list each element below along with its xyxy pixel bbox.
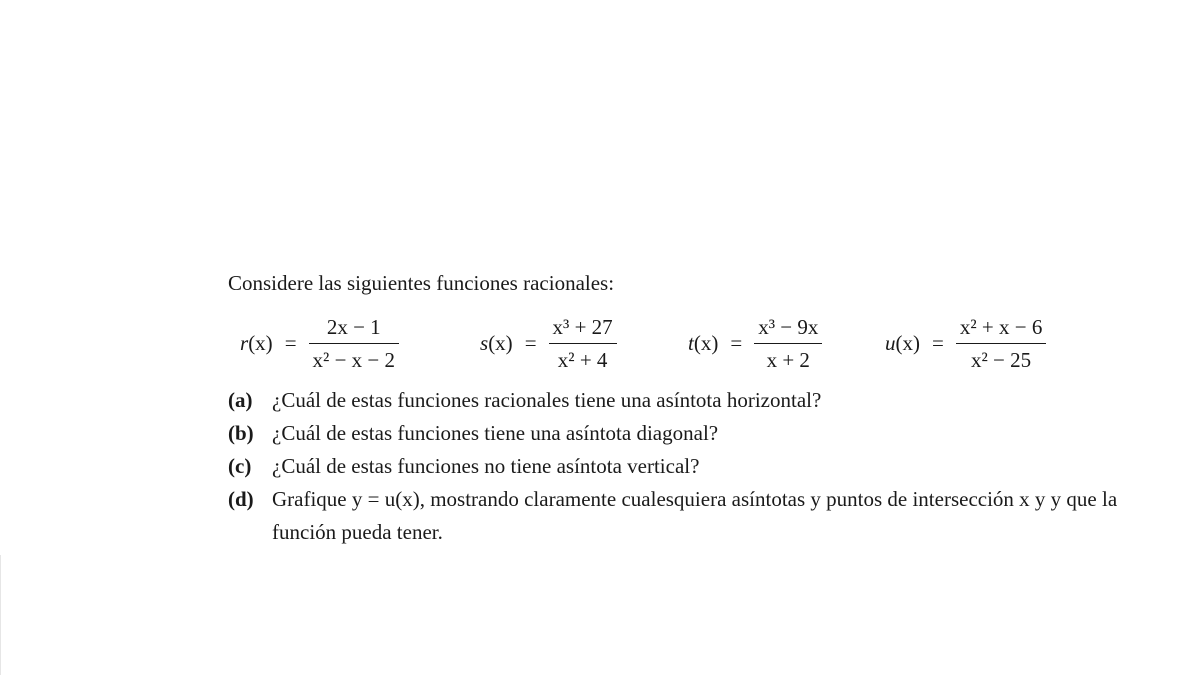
function-name: u(x) <box>885 330 920 355</box>
question-text: ¿Cuál de estas funciones tiene una asíntota diagonal? <box>272 421 719 445</box>
numerator: 2x − 1 <box>326 314 381 339</box>
question-list <box>228 384 1158 549</box>
question-c <box>228 450 1158 483</box>
fraction <box>754 315 822 372</box>
numerator: x² + x − 6 <box>959 314 1043 339</box>
question-a <box>228 384 1158 417</box>
fraction <box>549 315 617 372</box>
denominator: x² − 25 <box>971 347 1032 372</box>
question-letter: (a) <box>228 388 253 412</box>
denominator: x + 2 <box>766 347 810 372</box>
intro-text: Considere las siguientes funciones racionales: <box>228 271 615 295</box>
question-letter: (c) <box>228 454 252 478</box>
numerator: x³ − 9x <box>758 314 819 339</box>
question-letter: (b) <box>228 421 254 445</box>
function-name: r(x) <box>240 330 273 355</box>
function-list <box>240 310 1140 376</box>
fraction <box>956 315 1046 372</box>
function-name: s(x) <box>480 330 513 355</box>
function-r <box>240 310 399 376</box>
question-d <box>228 483 1158 549</box>
question-text: Grafique y = u(x), mostrando claramente cualesquiera asíntotas y puntos de intersección x y y que la función pueda tener. <box>272 487 1118 544</box>
function-s <box>480 310 617 376</box>
function-t <box>688 310 822 376</box>
question-letter: (d) <box>228 487 254 511</box>
denominator: x² + 4 <box>557 347 608 372</box>
numerator: x³ + 27 <box>552 314 613 339</box>
question-text: ¿Cuál de estas funciones no tiene asíntota vertical? <box>272 454 700 478</box>
page-edge-divider <box>0 555 1 675</box>
question-b <box>228 417 1158 450</box>
function-u <box>885 310 1046 376</box>
question-text: ¿Cuál de estas funciones racionales tiene una asíntota horizontal? <box>272 388 822 412</box>
equals-sign: = <box>524 330 537 355</box>
function-name: t(x) <box>688 330 719 355</box>
equals-sign: = <box>932 330 944 355</box>
fraction <box>309 315 399 372</box>
equals-sign: = <box>284 330 297 355</box>
equals-sign: = <box>730 330 743 355</box>
denominator: x² − x − 2 <box>312 347 396 372</box>
